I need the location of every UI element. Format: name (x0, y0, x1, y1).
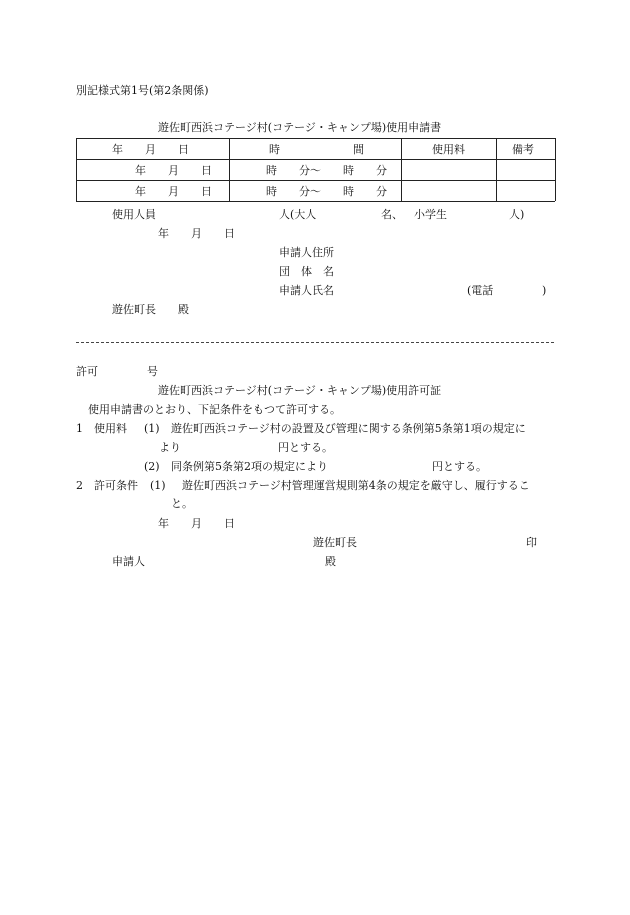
applicant-name: 申請人氏名 (279, 284, 334, 297)
table-line-2 (76, 180, 555, 181)
application-date: 年 月 日 (158, 227, 235, 240)
item2-sub1-text: 遊佐町西浜コテージ村管理運営規則第4条の規定を厳守し、履行するこ (182, 479, 530, 492)
item1-sub1-cont-a: より (159, 441, 181, 454)
header-time-b: 間 (353, 143, 364, 156)
table-vline-1 (229, 138, 230, 201)
permit-title: 遊佐町西浜コテージ村(コテージ・キャンプ場)使用許可証 (158, 384, 442, 397)
row2-date: 年 月 日 (135, 185, 212, 198)
item2-sub1-num: (1) (150, 479, 166, 492)
seal-mark: 印 (526, 536, 537, 549)
item1-sub1-text: 遊佐町西浜コテージ村の設置及び管理に関する条例第5条第1項の規定に (171, 422, 526, 435)
item1-sub2-tail: 円とする。 (432, 460, 487, 473)
header-date: 年 月 日 (112, 143, 189, 156)
table-vline-3 (496, 138, 497, 201)
table-line-bottom (76, 201, 555, 202)
item1-sub1-num: (1) (144, 422, 160, 435)
item2-label: 2 許可条件 (76, 479, 138, 492)
row1-time: 時 分～ 時 分 (266, 164, 387, 177)
users-label: 使用人員 (112, 208, 156, 221)
header-remarks: 備考 (512, 143, 534, 156)
applicant-address: 申請人住所 (279, 246, 334, 259)
item1-sub2-num: (2) (144, 460, 160, 473)
table-line-1 (76, 159, 555, 160)
mayor-label: 遊佐町長 (313, 536, 357, 549)
table-vline-0 (76, 138, 77, 201)
item1-sub2-text: 同条例第5条第2項の規定により (171, 460, 328, 473)
row1-date: 年 月 日 (135, 164, 212, 177)
item2-sub1-cont: と。 (171, 497, 193, 510)
item1-label: 1 使用料 (76, 422, 127, 435)
table-vline-4 (555, 138, 556, 201)
permit-no-suffix: 号 (147, 365, 158, 378)
cut-line-divider (76, 342, 554, 343)
table-line-top (76, 138, 555, 139)
phone-close: ) (542, 284, 547, 297)
permit-applicant-label: 申請人 (112, 555, 145, 568)
form-number: 別記様式第1号(第2条関係) (76, 84, 209, 97)
addressee: 遊佐町長 殿 (112, 303, 189, 316)
application-title: 遊佐町西浜コテージ村(コテージ・キャンプ場)使用申請書 (158, 121, 442, 134)
children-label: 小学生 (414, 208, 447, 221)
permit-date: 年 月 日 (158, 517, 235, 530)
children-suffix: 人) (509, 208, 525, 221)
header-fee: 使用料 (432, 143, 465, 156)
group-name: 団 体 名 (279, 265, 334, 278)
permit-honorific: 殿 (325, 555, 336, 568)
permit-intro: 使用申請書のとおり、下記条件をもつて許可する。 (88, 403, 341, 416)
row2-time: 時 分～ 時 分 (266, 185, 387, 198)
phone-open: (電話 (467, 284, 494, 297)
users-detail: 人(大人 (279, 208, 317, 221)
header-time-a: 時 (269, 143, 280, 156)
permit-no-label: 許可 (76, 365, 98, 378)
table-vline-2 (401, 138, 402, 201)
item1-sub1-cont-b: 円とする。 (278, 441, 333, 454)
adults-suffix: 名、 (381, 208, 403, 221)
